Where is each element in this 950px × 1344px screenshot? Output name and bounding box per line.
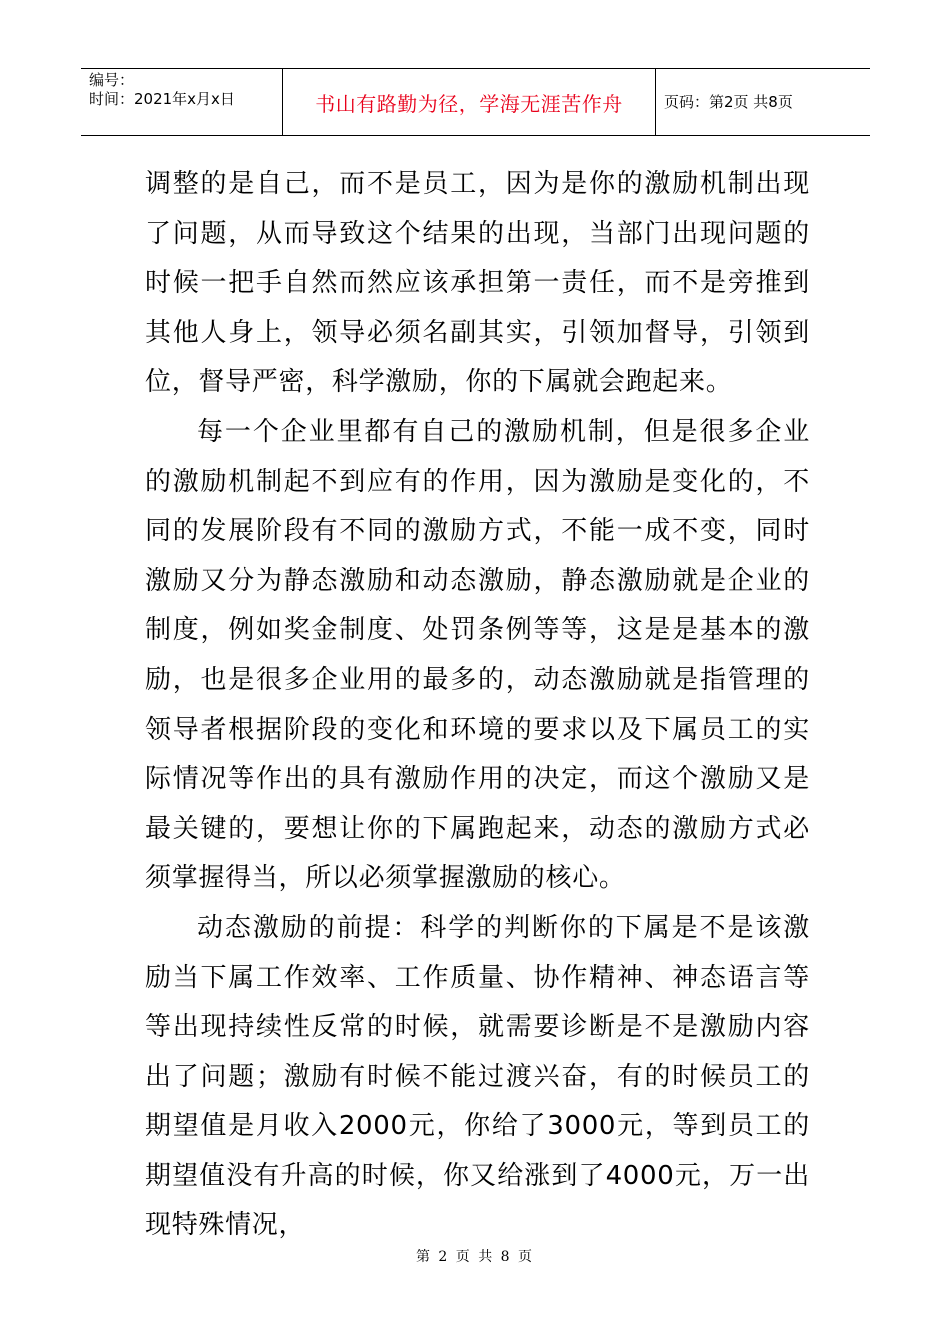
document-date-label: 时间：2021年x月x日	[89, 90, 235, 108]
header-page-cell	[656, 69, 870, 135]
header-motto-cell	[283, 69, 656, 135]
document-number-label: 编号：	[89, 71, 135, 89]
body-paragraph: 动态激励的前提：科学的判断你的下属是不是该激励当下属工作效率、工作质量、协作精神、神态语言等等出现持续性反常的时候，就需要诊断是不是激励内容出了问题；激励有时候不能过渡兴奋，有的时候员工的期望值是月收入2000元，你给了3000元，等到员工的期望值没有升高的时候，你又给涨到了4000元，万一出现特殊情况，	[145, 912, 810, 1241]
header-page-info: 页码：第2页 共8页	[664, 92, 793, 111]
document-body	[145, 160, 810, 1251]
header-motto: 书山有路勤为径，学海无涯苦作舟	[315, 91, 623, 116]
header-meta-cell	[81, 69, 283, 135]
document-header	[81, 68, 870, 136]
body-paragraph: 每一个企业里都有自己的激励机制，但是很多企业的激励机制起不到应有的作用，因为激励是变化的，不同的发展阶段有不同的激励方式，不能一成不变，同时激励又分为静态激励和动态激励，静态激励就是企业的制度，例如奖金制度、处罚条例等等，这是是基本的激励，也是很多企业用的最多的，动态激励就是指管理的领导者根据阶段的变化和环境的要求以及下属员工的实际情况等作出的具有激励作用的决定，而这个激励又是最关键的，要想让你的下属跑起来，动态的激励方式必须掌握得当，所以必须掌握激励的核心。	[145, 416, 810, 894]
body-paragraph: 调整的是自己，而不是员工，因为是你的激励机制出现了问题，从而导致这个结果的出现，当部门出现问题的时候一把手自然而然应该承担第一责任，而不是旁推到其他人身上，领导必须名副其实，引领加督导，引领到位，督导严密，科学激励，你的下属就会跑起来。	[145, 169, 810, 398]
page-footer: 第 2 页 共 8 页	[415, 1249, 535, 1265]
